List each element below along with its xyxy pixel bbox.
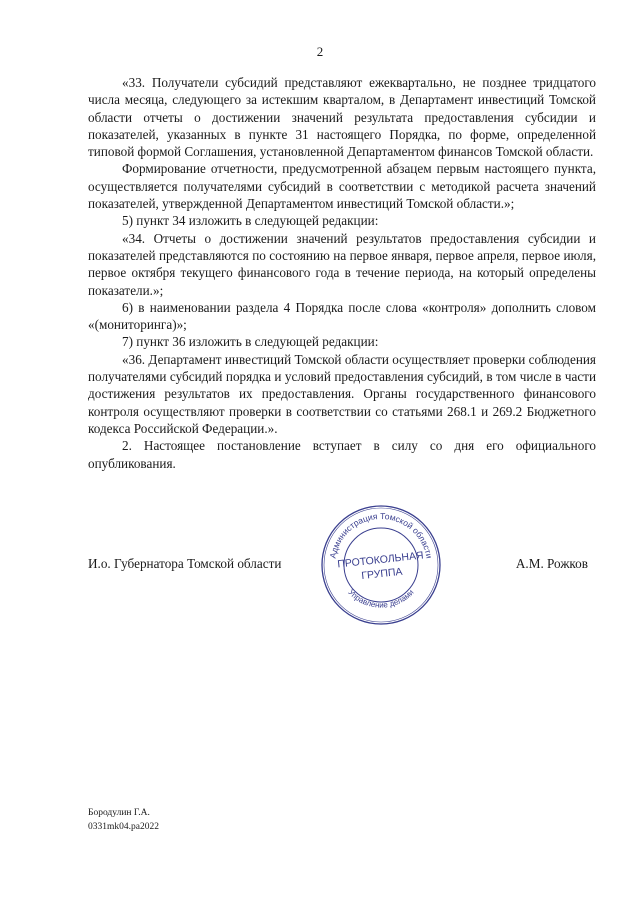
paragraph-item-33: «33. Получатели субсидий представляют ежеквартально, не позднее тридцатого числа месяца, следующего за истекшим кварталом, в Департамент инвестиций Томской области отчеты о достижении значений результата предоставления субсидии и показателей, указанных в пункте 31 настоящего Порядка, по форме, определенной типовой формой Соглашения, установленной Департаментом финансов Томской области. xyxy=(88,75,596,160)
document-body xyxy=(88,74,596,472)
page-number: 2 xyxy=(316,44,324,59)
paragraph-amend-36: 7) пункт 36 изложить в следующей редакции: xyxy=(122,334,379,350)
stamp-center-line-2: ГРУППА xyxy=(360,565,404,583)
signatory-title: И.о. Губернатора Томской области xyxy=(88,556,282,571)
paragraph-effective-date: 2. Настоящее постановление вступает в силу со дня его официального опубликования. xyxy=(88,438,596,471)
file-code: 0331mk04.pa2022 xyxy=(88,822,159,832)
paragraph-reporting: Формирование отчетности, предусмотренной абзацем первым настоящего пункта, осуществляется получателями субсидий в соответствии с методикой расчета значений показателей, утвержденной Департаментом инвестиций Томской области.»; xyxy=(88,161,596,212)
paragraph-item-34: «34. Отчеты о достижении значений результатов предоставления субсидии и показателей представляются по состоянию на первое января, первое апреля, первое июля, первое октября текущего финансового года в течение периода, на который определены показатели.»; xyxy=(88,230,596,298)
official-stamp xyxy=(318,502,444,628)
stamp-center-line-1: ПРОТОКОЛЬНАЯ xyxy=(336,549,425,571)
stamp-bottom-text: Управление делами xyxy=(346,587,416,610)
stamp-outer-text: Администрация Томской области xyxy=(327,510,435,560)
signatory-name: А.М. Рожков xyxy=(515,556,588,571)
executor-name: Бородулин Г.А. xyxy=(88,808,150,818)
paragraph-amend-34: 5) пункт 34 изложить в следующей редакции: xyxy=(122,213,379,229)
paragraph-item-36: «36. Департамент инвестиций Томской области осуществляет проверки соблюдения получателями субсидий порядка и условий предоставления субсидий, в том числе в части достижения результатов их предоставления. Органы государственного финансового контроля осуществляют проверки в соответствии со статьями 268.1 и 269.2 Бюджетного кодекса Российской Федерации.». xyxy=(88,351,596,436)
paragraph-amend-section-4: 6) в наименовании раздела 4 Порядка после слова «контроля» дополнить словом «(мониторинга)»; xyxy=(88,299,596,333)
footer xyxy=(88,806,159,834)
